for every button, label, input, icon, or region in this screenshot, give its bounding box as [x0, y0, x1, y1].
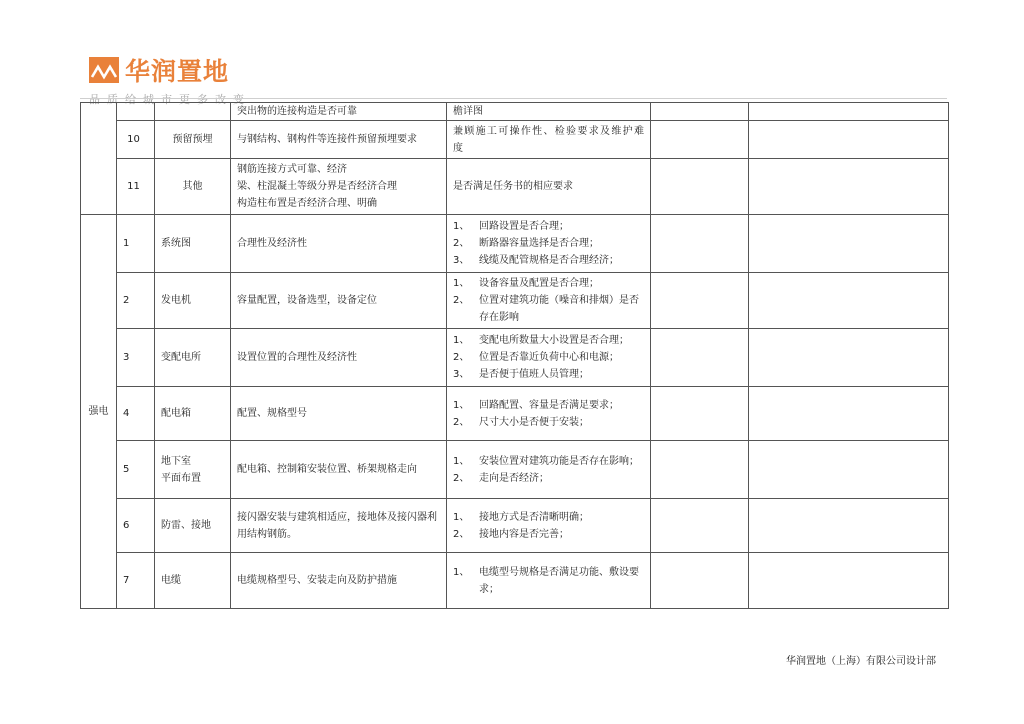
table-row	[81, 387, 949, 441]
row-number: 5	[117, 441, 155, 499]
row-content: 接闪器安装与建筑相适应，接地体及接闪器利用结构钢筋。	[231, 499, 447, 553]
blank-cell	[749, 387, 949, 441]
row-standard: 是否满足任务书的相应要求	[447, 159, 651, 215]
row-item-name: 电缆	[155, 553, 231, 609]
row-content	[231, 159, 447, 215]
row-item-name: 变配电所	[155, 329, 231, 387]
standard-item: 1、 变配电所数量大小设置是否合理；	[453, 335, 629, 346]
blank-cell	[651, 215, 749, 273]
standard-item: 1、 回路设置是否合理；	[453, 221, 569, 232]
row-item-name: 配电箱	[155, 387, 231, 441]
content-line: 构造柱布置是否经济合理、明确	[237, 198, 377, 209]
standard-item: 3、 线缆及配管规格是否合理经济；	[453, 255, 619, 266]
row-item-name	[155, 441, 231, 499]
blank-cell	[749, 441, 949, 499]
row-standard	[447, 121, 651, 159]
table-row	[81, 215, 949, 273]
brand-name: 华润置地	[125, 57, 230, 86]
row-content: 容量配置，设备选型，设备定位	[231, 273, 447, 329]
blank-cell	[651, 441, 749, 499]
row-standard	[447, 329, 651, 387]
standard-item: 2、 断路器容量选择是否合理；	[453, 238, 599, 249]
standard-item: 2、 位置对建筑功能（噪音和排烟）是否存在影响	[453, 295, 639, 323]
table-row	[81, 441, 949, 499]
row-number	[117, 103, 155, 121]
row-number: 3	[117, 329, 155, 387]
standard-item: 2、 位置是否靠近负荷中心和电源；	[453, 352, 619, 363]
row-item-name: 系统图	[155, 215, 231, 273]
blank-cell	[651, 121, 749, 159]
row-content: 配电箱、控制箱安装位置、桥架规格走向	[231, 441, 447, 499]
brand-slogan: 品质给城市更多改变	[89, 93, 251, 106]
table-row	[81, 273, 949, 329]
row-number: 1	[117, 215, 155, 273]
header-rule	[80, 98, 947, 99]
standard-item: 2、 接地内容是否完善；	[453, 528, 569, 540]
row-number: 7	[117, 553, 155, 609]
standard-item: 1、 回路配置、容量是否满足要求；	[453, 399, 619, 411]
row-standard	[447, 553, 651, 609]
table-row	[81, 103, 949, 121]
row-item-name: 防雷、接地	[155, 499, 231, 553]
blank-cell	[749, 499, 949, 553]
row-item-name: 发电机	[155, 273, 231, 329]
blank-cell	[651, 387, 749, 441]
row-standard	[447, 273, 651, 329]
standard-item: 3、 是否便于值班人员管理；	[453, 369, 589, 380]
standard-item: 1、 安装位置对建筑功能是否存在影响；	[453, 455, 639, 467]
item-name-line: 平面布置	[161, 472, 201, 484]
table-row	[81, 121, 949, 159]
category-cell-empty	[81, 103, 117, 215]
standard-line: 度	[453, 142, 463, 154]
row-content: 电缆规格型号、安装走向及防护措施	[231, 553, 447, 609]
blank-cell	[749, 273, 949, 329]
cr-land-mountain-icon	[89, 57, 119, 83]
blank-cell	[651, 159, 749, 215]
row-item-name	[155, 103, 231, 121]
row-standard	[447, 215, 651, 273]
row-standard	[447, 441, 651, 499]
table-row	[81, 329, 949, 387]
row-item-name: 预留预埋	[155, 121, 231, 159]
row-number: 11	[117, 159, 155, 215]
blank-cell	[749, 329, 949, 387]
table-row	[81, 499, 949, 553]
blank-cell	[749, 215, 949, 273]
row-content: 与钢结构、钢构件等连接件预留预埋要求	[231, 121, 447, 159]
blank-cell	[749, 553, 949, 609]
row-number: 6	[117, 499, 155, 553]
row-item-name: 其他	[155, 159, 231, 215]
blank-cell	[651, 553, 749, 609]
category-strong-power: 强电	[81, 215, 117, 609]
review-checklist-table	[80, 102, 949, 609]
row-standard	[447, 499, 651, 553]
standard-item: 1、 设备容量及配置是否合理；	[453, 278, 599, 289]
row-standard	[447, 387, 651, 441]
blank-cell	[651, 499, 749, 553]
table-row	[81, 553, 949, 609]
standard-item: 2、 尺寸大小是否便于安装；	[453, 416, 589, 428]
row-standard: 檐详图	[447, 103, 651, 121]
row-number: 10	[117, 121, 155, 159]
row-content: 合理性及经济性	[231, 215, 447, 273]
row-number: 4	[117, 387, 155, 441]
blank-cell	[749, 159, 949, 215]
row-number: 2	[117, 273, 155, 329]
standard-item: 1、 电缆型号规格是否满足功能、敷设要求；	[453, 566, 639, 595]
content-line: 钢筋连接方式可靠、经济	[237, 164, 347, 175]
blank-cell	[651, 273, 749, 329]
blank-cell	[651, 329, 749, 387]
blank-cell	[651, 103, 749, 121]
blank-cell	[749, 103, 949, 121]
standard-item: 1、 接地方式是否清晰明确；	[453, 511, 589, 523]
row-content: 配置、规格型号	[231, 387, 447, 441]
content-line: 梁、柱混凝土等级分界是否经济合理	[237, 181, 397, 192]
footer-company: 华润置地（上海）有限公司设计部	[786, 656, 936, 667]
row-content: 突出物的连接构造是否可靠	[231, 103, 447, 121]
standard-line: 兼顾施工可操作性、检验要求及维护难	[453, 125, 644, 137]
blank-cell	[749, 121, 949, 159]
row-content: 设置位置的合理性及经济性	[231, 329, 447, 387]
item-name-line: 地下室	[161, 455, 191, 467]
standard-item: 2、 走向是否经济；	[453, 472, 549, 484]
table-row	[81, 159, 949, 215]
